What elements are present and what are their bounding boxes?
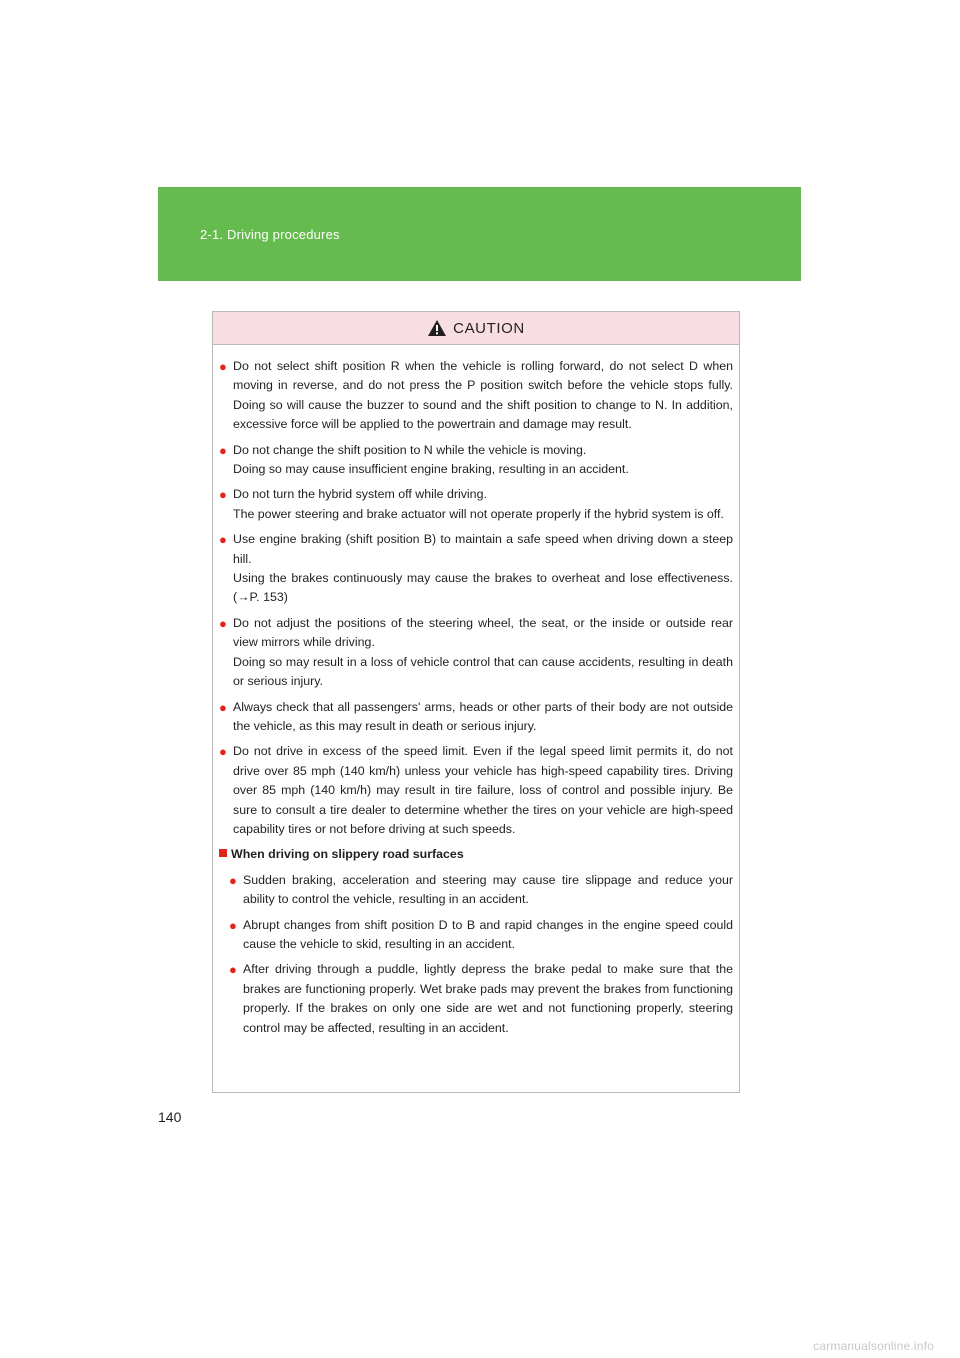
subsection-title: When driving on slippery road surfaces [231, 847, 464, 862]
section-header-band [158, 187, 801, 281]
caution-header [213, 312, 739, 345]
caution-text: Do not select shift position R when the vehicle is rolling forward, do not select D when moving in reverse, and do not press the P position switch before the vehicle stops fully. Doing so will cause the buzzer to sound and the shift position to change to N. In addition, excessive force will be applied to the powertrain and damage may result. [233, 359, 733, 432]
caution-item [219, 530, 733, 608]
caution-text: Use engine braking (shift position B) to maintain a safe speed when driving down a steep hill. [233, 532, 733, 566]
caution-text: Do not drive in excess of the speed limit. Even if the legal speed limit permits it, do not drive over 85 mph (140 km/h) unless your vehicle has high-speed capability tires. Driving over 85 mph (140 km/h) may result in tire failure, loss of control and possible injury. Be sure to consult a tire dealer to determine whether the tires on your vehicle are high-speed capability tires or not before driving at such speeds. [233, 744, 733, 836]
caution-text: Sudden braking, acceleration and steering may cause tire slippage and reduce your ability to control the vehicle, resulting in an accident. [243, 872, 733, 907]
caution-body [213, 345, 739, 1038]
caution-text: Using the brakes continuously may cause the brakes to overheat and lose effectiveness. (→P. 153) [233, 571, 733, 605]
bullet-icon: ● [219, 532, 227, 548]
caution-text: Do not change the shift position to N while the vehicle is moving. [233, 442, 587, 457]
caution-text: Always check that all passengers' arms, heads or other parts of their body are not outside the vehicle, as this may result in death or serious injury. [233, 699, 733, 733]
bullet-icon: ● [219, 699, 227, 715]
subsection-list [219, 871, 733, 1038]
caution-item [219, 357, 733, 435]
bullet-icon: ● [229, 962, 237, 978]
bullet-icon: ● [219, 615, 227, 631]
watermark: carmanualsonline.info [813, 1339, 934, 1353]
caution-item [229, 871, 733, 910]
section-title: 2-1. Driving procedures [200, 227, 340, 242]
bullet-icon: ● [229, 872, 237, 888]
caution-text: Doing so may result in a loss of vehicle control that can cause accidents, resulting in death or serious injury. [233, 654, 733, 689]
caution-text: The power steering and brake actuator will not operate properly if the hybrid system is off. [233, 506, 724, 521]
caution-text: Abrupt changes from shift position D to B and rapid changes in the engine speed could cause the vehicle to skid, resulting in an accident. [243, 917, 733, 951]
caution-item [219, 441, 733, 480]
page-number: 140 [158, 1109, 182, 1125]
bullet-icon: ● [229, 917, 237, 933]
caution-text: Doing so may cause insufficient engine braking, resulting in an accident. [233, 462, 629, 477]
caution-item [229, 916, 733, 955]
bullet-icon: ● [219, 359, 227, 374]
caution-item [219, 485, 733, 524]
caution-title: CAUTION [453, 319, 525, 337]
square-bullet-icon [219, 849, 227, 857]
caution-text: Do not adjust the positions of the steering wheel, the seat, or the inside or outside rear view mirrors while driving. [233, 615, 733, 650]
bullet-icon: ● [219, 442, 227, 458]
caution-box [212, 311, 740, 1093]
subsection-heading [219, 845, 733, 864]
warning-icon [427, 319, 447, 337]
caution-list [219, 357, 733, 839]
caution-item [219, 742, 733, 839]
caution-item [219, 614, 733, 692]
caution-text: Do not turn the hybrid system off while driving. [233, 487, 487, 502]
caution-item [229, 960, 733, 1038]
caution-text: After driving through a puddle, lightly depress the brake pedal to make sure that the brakes are functioning properly. Wet brake pads may prevent the brakes from functioning properly. If the brakes on only one side are wet and not functioning properly, steering control may be affected, resulting in an accident. [243, 962, 733, 1035]
bullet-icon: ● [219, 487, 227, 503]
bullet-icon: ● [219, 744, 227, 760]
caution-item [219, 698, 733, 737]
